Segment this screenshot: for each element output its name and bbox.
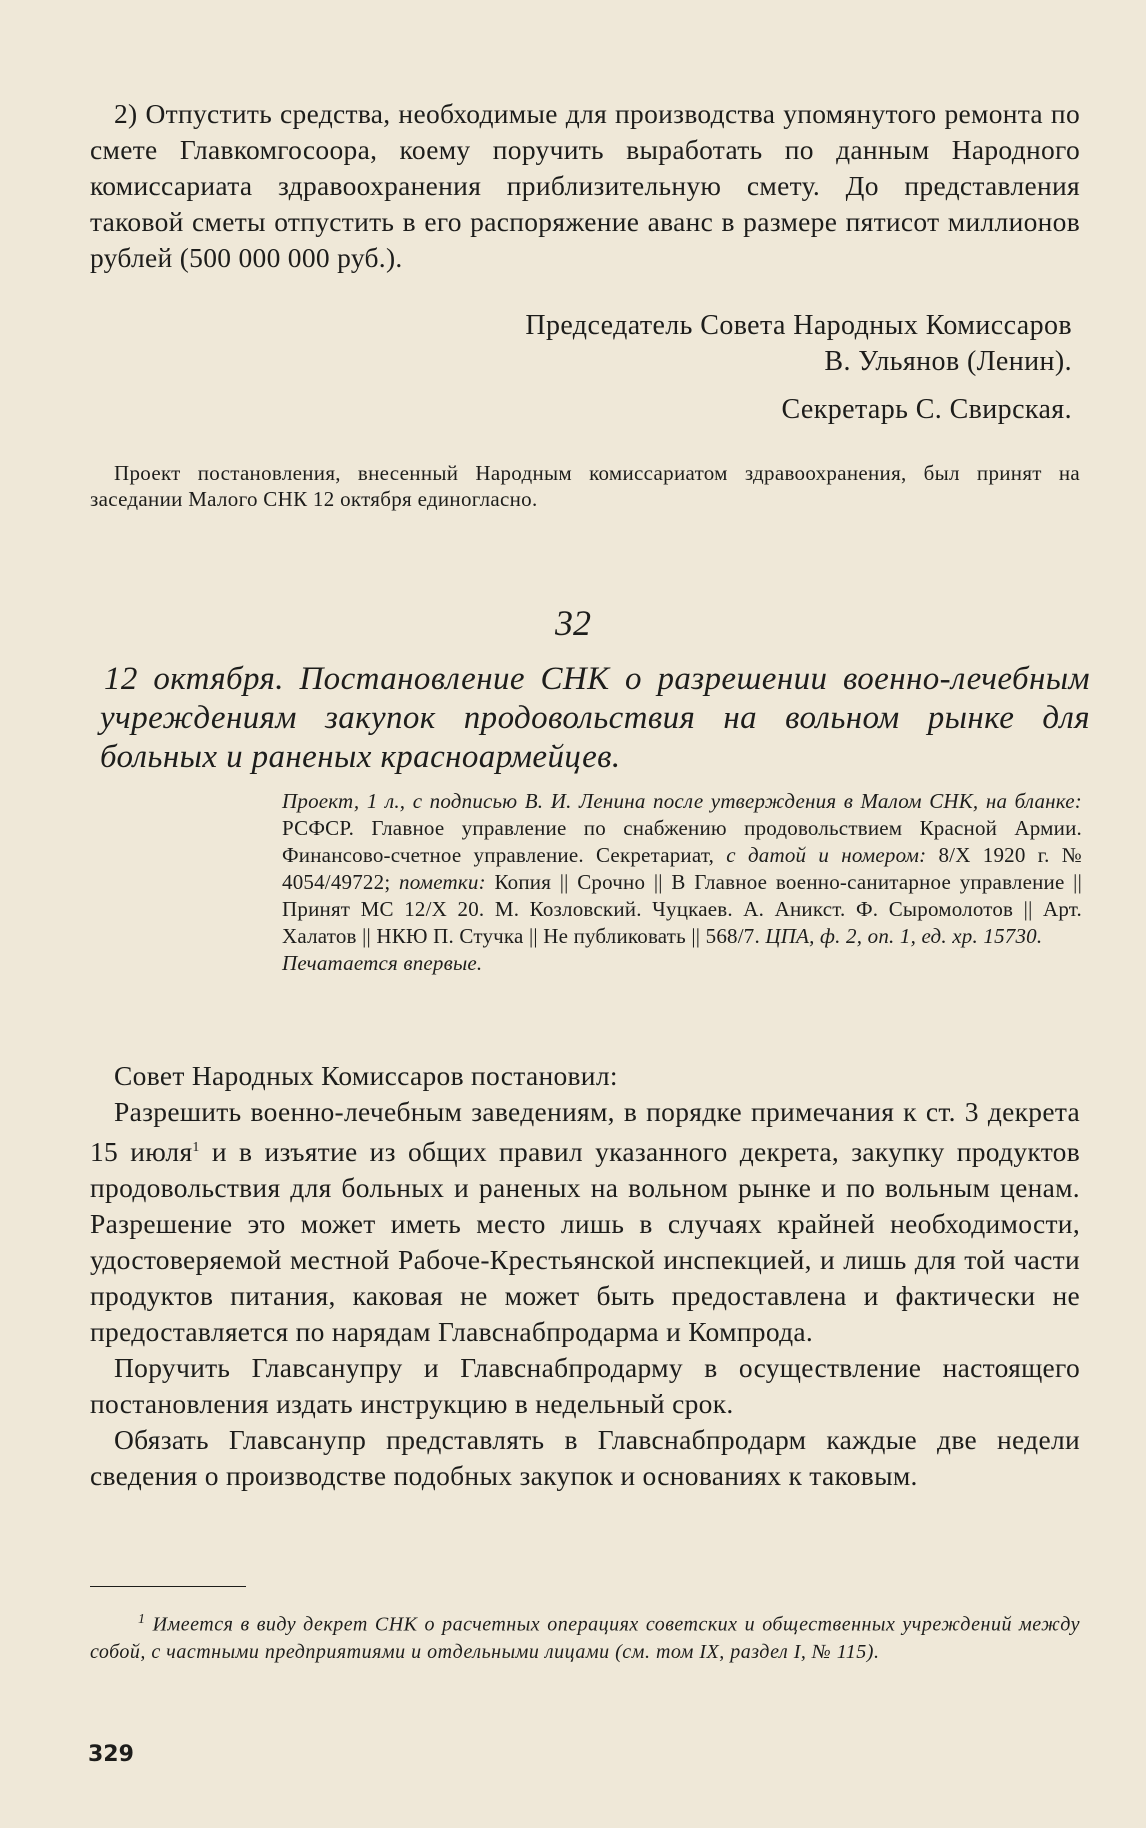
archive-text-date: 8/X 1920 г. № 4054/49722; — [282, 843, 1082, 894]
resolution-body — [90, 1058, 1080, 1494]
footnote-marker: 1 — [138, 1612, 146, 1627]
adoption-note-block — [90, 460, 1080, 512]
archive-label-marks: пометки: — [399, 870, 486, 894]
footnote-divider — [90, 1586, 246, 1587]
archive-label-source: Проект, 1 л., с подписью В. И. Ленина после утверждения в Малом СНК, на бланке: — [282, 789, 1082, 813]
document-title: 12 октября. Постановление СНК о разрешении военно-лечебным учреждениям закупок продовольствия на вольном рынке для больных и раненых красноармейцев. — [100, 661, 1090, 775]
archive-description — [282, 788, 1082, 977]
resolution-paragraph-1 — [90, 1094, 1080, 1350]
resolution-paragraph-1-part-b: и в изъятие из общих правил указанного декрета, закупку продуктов продовольствия для больных и раненых на вольном рынке и по вольным ценам. Разрешение это может иметь место лишь в случаях крайней необходимости, удостоверяемой местной Рабоче-Крестьянской инспекцией, и лишь для той части продуктов питания, каковая не может быть предоставлена и фактически не предоставляется по нарядам Главснабпродарма и Компрода. — [90, 1136, 1080, 1348]
document-number: 32 — [555, 603, 591, 643]
footnote — [90, 1606, 1080, 1666]
page-number: 329 — [88, 1742, 134, 1767]
resolution-paragraph-3: Обязать Главсанупр представлять в Главснабпродарм каждые две недели сведения о производстве подобных закупок и основаниях к таковым. — [90, 1424, 1080, 1492]
adoption-note: Проект постановления, внесенный Народным комиссариатом здравоохранения, был принят на заседании Малого СНК 12 октября единогласно. — [90, 461, 1080, 511]
printed-first-note: Печатается впервые. — [282, 951, 483, 975]
archive-text-source: РСФСР. Главное управление по снабжению продовольствием Красной Армии. Финансово-счетное управление. Секретариат, — [282, 816, 1082, 867]
footnote-reference: 1 — [192, 1140, 200, 1155]
signature-chair-title: Председатель Совета Народных Комиссаров — [525, 310, 1072, 341]
resolution-preamble: Совет Народных Комиссаров постановил: — [114, 1060, 618, 1091]
signature-secretary: Секретарь С. Свирская. — [781, 394, 1072, 425]
archive-label-date: с датой и номером: — [726, 843, 927, 867]
resolution-paragraph-2: Поручить Главсанупру и Главснабпродарму в осуществление настоящего постановления издать инструкцию в недельный срок. — [90, 1352, 1080, 1420]
top-paragraph-block — [90, 96, 1080, 276]
archive-text-marks: Копия || Срочно || В Главное военно-санитарное управление || Принят МС 12/X 20. М. Козловский. Чуцкаев. А. Аникст. Ф. Сыромолотов || Арт. Халатов || НКЮ П. Стучка || Не публиковать || 568/7. — [282, 870, 1082, 948]
resolution-paragraph-1-part-a: Разрешить военно-лечебным заведениям, в порядке примечания к ст. 3 декрета 15 июля — [90, 1096, 1080, 1168]
top-paragraph: 2) Отпустить средства, необходимые для производства упомянутого ремонта по смете Главкомгосоора, коему поручить выработать по данным Народного комиссариата здравоохранения приблизительную смету. До представления таковой сметы отпустить в его распоряжение аванс в размере пятисот миллионов рублей (500 000 000 руб.). — [90, 98, 1080, 273]
archive-reference: ЦПА, ф. 2, оп. 1, ед. хр. 15730. — [765, 924, 1043, 948]
signature-chair-name: В. Ульянов (Ленин). — [824, 346, 1072, 377]
footnote-text: Имеется в виду декрет СНК о расчетных операциях советских и общественных учреждений между собой, с частными предприятиями и отдельными лицами (см. том IX, раздел I, № 115). — [90, 1613, 1081, 1663]
